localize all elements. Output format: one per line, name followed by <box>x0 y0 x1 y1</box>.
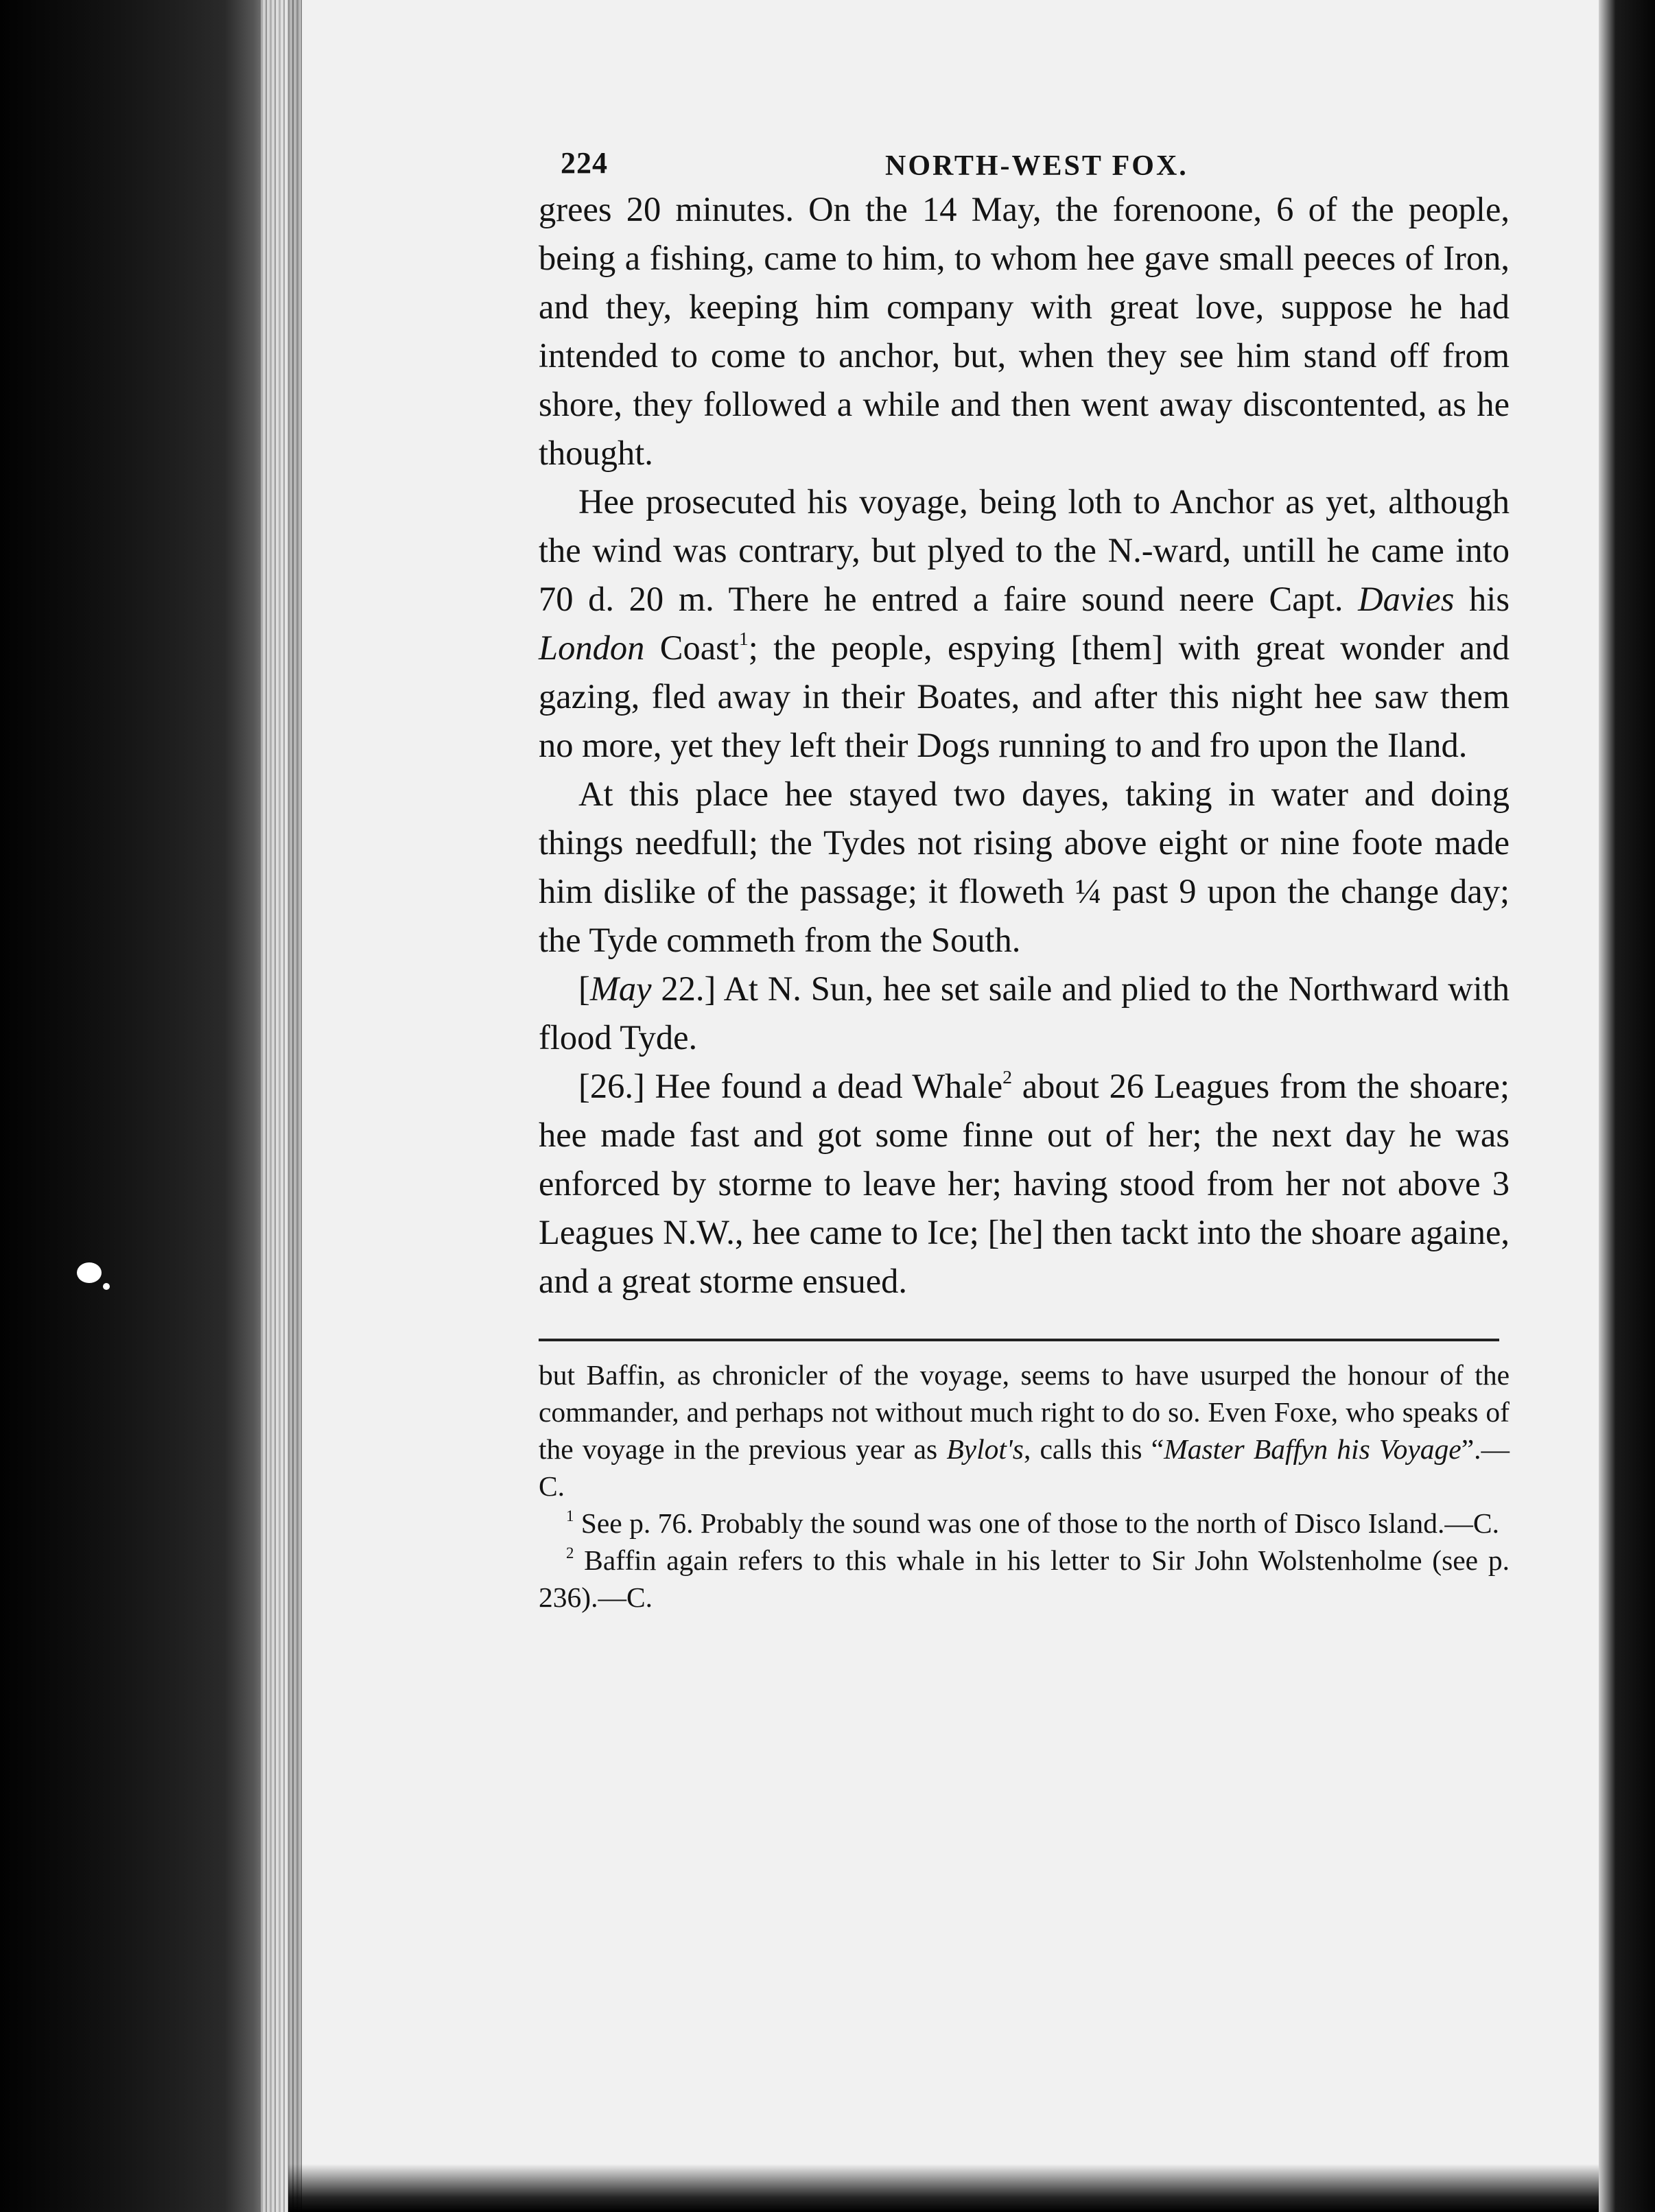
text-run: ; the people, espying [them] with great wonder and gazing, fled away in their Boates, and after this night hee saw them no more, yet they left their Dogs running to and fro upon the Iland. <box>539 628 1510 764</box>
running-head <box>539 137 1510 185</box>
footnote-ref: 1 <box>738 628 749 650</box>
text-run: his <box>1454 580 1510 618</box>
footnote-2 <box>539 1542 1510 1616</box>
text-run: [26.] Hee found a dead Whale <box>578 1067 1003 1105</box>
italic-title: Master Baffyn his Voyage <box>1164 1433 1462 1465</box>
italic-date: May <box>589 969 652 1008</box>
bottom-shadow <box>288 2164 1599 2212</box>
page-content <box>539 137 1510 1616</box>
footnote-mark: 2 <box>566 1544 574 1562</box>
paragraph-3 <box>539 770 1510 965</box>
paragraph-2 <box>539 478 1510 770</box>
text-run: Coast <box>644 628 739 667</box>
text-run: but Baffin, as chronicler of the voyage, seems to have usurped the honour of the commander, and perhaps not without much right to do so. Even Foxe, who speaks of the voyage in the previous year as <box>539 1359 1510 1465</box>
text-run: See p. 76. Probably the sound was one of those to the north of Disco Island.—C. <box>574 1507 1499 1539</box>
book-binding-shadow <box>0 0 288 2212</box>
text-run: , calls this “ <box>1023 1433 1164 1465</box>
text-run: At this place hee stayed two dayes, taking in water and doing things needfull; the Tydes not rising above eight or nine foote made him dislike of the passage; it floweth ¼ past 9 upon the change day; the Tyde commeth from the South. <box>539 775 1510 959</box>
text-run: Baffin again refers to this whale in his letter to Sir John Wolstenholme (see p. 236).—C. <box>539 1544 1510 1613</box>
text-run: [ <box>578 969 590 1008</box>
italic-name: Bylot's <box>946 1433 1024 1465</box>
footnote-continuation <box>539 1356 1510 1505</box>
footnote-ref: 2 <box>1002 1067 1012 1089</box>
text-run: ”.—C. <box>539 1433 1510 1502</box>
text-run: about 26 Leagues from the shoare; hee made fast and got some finne out of her; the next day he was enforced by storme to leave her; having stood from her not above 3 Leagues N.W., hee came to Ice; [he] then tackt into the shoare againe, and a great storme ensued. <box>539 1067 1510 1300</box>
footnote-rule <box>539 1339 1499 1341</box>
italic-name: Davies <box>1358 580 1455 618</box>
text-run: grees 20 minutes. On the 14 May, the forenoone, 6 of the people, being a fishing, came to him, to whom hee gave small peeces of Iron, and they, keeping him company with great love, suppose he had intended to come to anchor, but, when they see him stand off from shore, they followed a while and then went away discontented, as he thought. <box>539 190 1510 472</box>
footnotes <box>539 1356 1510 1616</box>
text-run: Hee prosecuted his voyage, being loth to Anchor as yet, although the wind was contrary, but plyed to the N.-ward, untill he came into 70 d. 20 m. There he entred a faire sound neere Capt. <box>539 482 1510 618</box>
footnote-mark: 1 <box>566 1507 574 1525</box>
right-margin-shadow <box>1599 0 1655 2212</box>
dust-speck <box>103 1283 110 1290</box>
body-text <box>539 185 1510 1306</box>
text-run: 22.] At N. Sun, hee set saile and plied to the Northward with flood Tyde. <box>539 969 1510 1057</box>
paragraph-5 <box>539 1062 1510 1306</box>
running-title: NORTH-WEST FOX. <box>885 150 1188 182</box>
paragraph-4 <box>539 965 1510 1062</box>
italic-name: London <box>539 628 645 667</box>
page-number: 224 <box>561 146 608 180</box>
footnote-1 <box>539 1505 1510 1542</box>
paragraph-1 <box>539 185 1510 478</box>
dust-speck <box>77 1262 102 1283</box>
